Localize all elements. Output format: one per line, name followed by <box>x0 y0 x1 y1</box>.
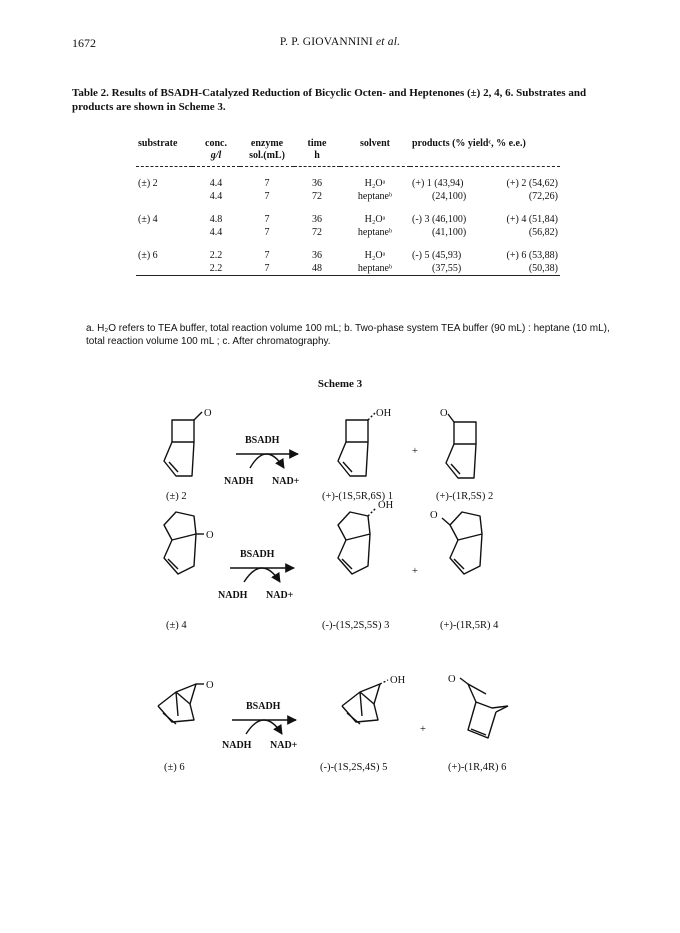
reaction-arrow-3 <box>232 720 296 734</box>
cofactor-nad-1: NAD+ <box>272 476 300 487</box>
cell-enzyme: 7 <box>264 191 270 202</box>
cell-product-a: (-) 5 (45,93) <box>412 250 462 261</box>
cell-product-b: (72,26) <box>528 191 558 202</box>
atom-o-product-4: O <box>430 510 438 521</box>
header-products: products (% yieldᶜ, % e.e.) <box>412 138 526 149</box>
atom-oh-product-3: OH <box>378 500 394 511</box>
page-number: 1672 <box>72 36 96 50</box>
enzyme-label-2: BSADH <box>240 549 275 560</box>
cell-conc: 2.2 <box>209 263 223 274</box>
cell-time: 36 <box>312 178 322 189</box>
structure-substrate-4 <box>164 512 204 574</box>
structure-product-3 <box>338 508 376 574</box>
cell-product-b: (+) 6 (53,88) <box>506 250 558 261</box>
label-product-6: (+)-(1R,4R) 6 <box>448 762 507 773</box>
atom-oh-product-1: OH <box>376 408 392 419</box>
cell-product-a: (+) 1 (43,94) <box>412 178 464 189</box>
cell-product-b: (50,38) <box>528 263 558 274</box>
label-product-3: (-)-(1S,2S,5S) 3 <box>322 620 390 631</box>
cell-substrate: (±) 4 <box>138 214 158 225</box>
header-conc-unit: g/l <box>210 150 222 161</box>
cell-conc: 4.4 <box>209 178 223 189</box>
cell-time: 36 <box>312 214 322 225</box>
cell-conc: 4.4 <box>209 227 223 238</box>
running-header-prefix: P. P. G <box>279 36 312 48</box>
label-product-1: (+)-(1S,5R,6S) 1 <box>322 491 393 502</box>
cell-conc: 2.2 <box>209 250 223 261</box>
reaction-arrow-1 <box>236 454 298 468</box>
header-time-top: time <box>307 138 327 149</box>
header-time-unit: h <box>314 150 320 161</box>
cell-enzyme: 7 <box>264 263 270 274</box>
cell-enzyme: 7 <box>264 178 270 189</box>
cofactor-nadh-1: NADH <box>224 476 254 487</box>
cell-solvent: H₂Oᵃ <box>364 178 386 189</box>
cell-product-a: (24,100) <box>432 191 467 202</box>
cofactor-nadh-2: NADH <box>218 590 248 601</box>
structure-substrate-2 <box>164 412 202 476</box>
label-product-5: (-)-(1S,2S,4S) 5 <box>320 762 388 773</box>
cell-product-a: (37,55) <box>432 263 462 274</box>
enzyme-label-1: BSADH <box>245 435 280 446</box>
label-product-4: (+)-(1R,5R) 4 <box>440 620 499 631</box>
cell-product-a: (41,100) <box>432 227 467 238</box>
label-product-2: (+)-(1R,5S) 2 <box>436 491 494 502</box>
atom-o-substrate-4: O <box>206 530 214 541</box>
atom-oh-product-5: OH <box>390 675 406 686</box>
cell-solvent: heptaneᵇ <box>357 227 393 238</box>
cell-time: 72 <box>312 191 322 202</box>
atom-o-product-2: O <box>440 408 448 419</box>
cofactor-nad-3: NAD+ <box>270 740 298 751</box>
cofactor-nadh-3: NADH <box>222 740 252 751</box>
header-enzyme-top: enzyme <box>250 138 284 149</box>
enzyme-label-3: BSADH <box>246 701 281 712</box>
cell-time: 72 <box>312 227 322 238</box>
cell-solvent: H₂Oᵃ <box>364 250 386 261</box>
structure-product-5 <box>342 680 388 724</box>
label-substrate-6: (±) 6 <box>164 762 185 773</box>
table-caption: Table 2. Results of BSADH-Catalyzed Reduction of Bicyclic Octen- and Heptenones (±) 2, 4, 6. Substrates and products are shown in Scheme 3. <box>72 87 587 113</box>
plus-sign-2: + <box>412 566 418 577</box>
structure-substrate-6 <box>158 684 204 724</box>
structure-product-6 <box>460 678 508 738</box>
cell-product-b: (+) 2 (54,62) <box>506 178 558 189</box>
cell-enzyme: 7 <box>264 214 270 225</box>
plus-sign-1: + <box>412 446 418 457</box>
cell-conc: 4.8 <box>209 214 223 225</box>
atom-o-substrate-2: O <box>204 408 212 419</box>
cell-solvent: H₂Oᵃ <box>364 214 386 225</box>
cell-product-a: (-) 3 (46,100) <box>412 214 467 225</box>
cell-enzyme: 7 <box>264 227 270 238</box>
atom-o-substrate-6: O <box>206 680 214 691</box>
header-enzyme-unit: sol.(mL) <box>249 150 285 161</box>
label-substrate-4: (±) 4 <box>166 620 187 631</box>
cell-enzyme: 7 <box>264 250 270 261</box>
atom-o-product-6: O <box>448 674 456 685</box>
cell-substrate: (±) 6 <box>138 250 158 261</box>
cell-time: 48 <box>312 263 322 274</box>
plus-sign-3: + <box>420 724 426 735</box>
reaction-arrow-2 <box>230 568 294 582</box>
table-footnote: a. H₂O refers to TEA buffer, total reaction volume 100 mL; b. Two-phase system TEA buffer (90 mL) : heptane (10 mL), total reaction volume 100 mL ; c. After chromatography. <box>86 323 610 347</box>
cell-substrate: (±) 2 <box>138 178 158 189</box>
cofactor-nad-2: NAD+ <box>266 590 294 601</box>
running-header-suffix: et al. <box>372 36 401 48</box>
cell-time: 36 <box>312 250 322 261</box>
scheme-title: Scheme 3 <box>317 378 363 390</box>
cell-solvent: heptaneᵇ <box>357 191 393 202</box>
running-header-smallcaps: IOVANNINI <box>311 36 373 48</box>
structure-product-1 <box>338 413 375 476</box>
structure-product-4 <box>442 512 482 574</box>
cell-solvent: heptaneᵇ <box>357 263 393 274</box>
header-conc-top: conc. <box>205 138 227 149</box>
structure-product-2 <box>446 414 476 478</box>
cell-conc: 4.4 <box>209 191 223 202</box>
header-substrate: substrate <box>138 138 178 149</box>
label-substrate-2: (±) 2 <box>166 491 187 502</box>
cell-product-b: (+) 4 (51,84) <box>506 214 558 225</box>
cell-product-b: (56,82) <box>528 227 558 238</box>
header-solvent: solvent <box>360 138 390 149</box>
